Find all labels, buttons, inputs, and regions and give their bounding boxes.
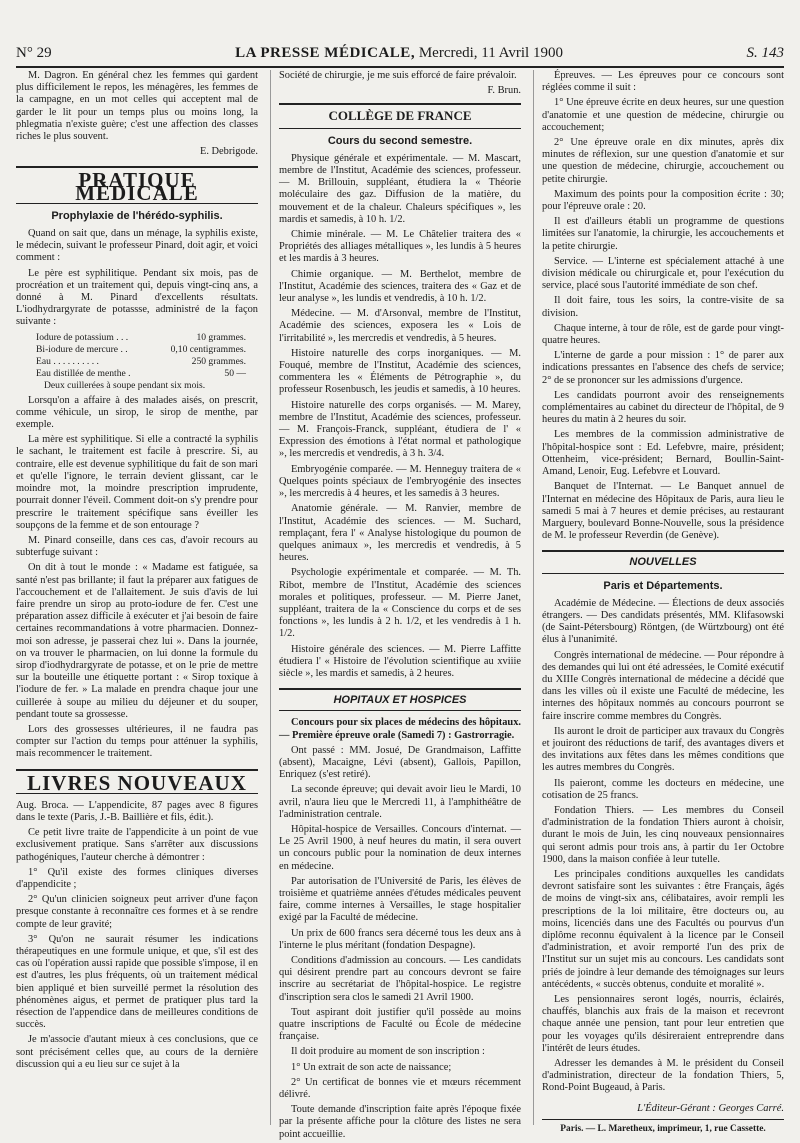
course-entry: Histoire naturelle des corps organisés. — M. Marey, membre de l'Institut, Académie des sciences, professeur. — M. François-Franck, suppléant, étudiera de l' « Expression des émotions à l'état normal et pathologique », les mercredis et vendredis, à 3 h. 3/4.: [279, 399, 521, 460]
news-item: Ils paieront, comme les docteurs en médecine, une cotisation de 25 francs.: [542, 777, 784, 801]
section-title-nouvelles: NOUVELLES: [542, 550, 784, 573]
section-title-pratique: PRATIQUE MÉDICALE: [16, 166, 258, 203]
news-item: Les pensionnaires seront logés, nourris, éclairés, chauffés, blanchis aux frais de la maison et recevront chaque année une pension, tant pour leur entretien que pour les voyages qu'ils désireraient entreprendre dans l'intérêt de leurs études.: [542, 994, 784, 1054]
article-text: La seconde épreuve; qui devait avoir lieu le Mardi, 10 avril, n'aura lieu que le Mercredi 11, à l'amphithéâtre de l'administration centrale.: [279, 784, 521, 820]
news-item: Congrès international de médecine. — Pour répondre à des demandes qui lui ont été adressées, le Comité exécutif du XIIIe Congrès international de médecine a décidé que dans les villes où il existe une Faculté de médecine, les internes des hôpitaux nommés au concours pourront se faire inscrire comme membres du Congrès.: [542, 649, 784, 722]
article-text: Il est d'ailleurs établi un programme de questions limitées sur l'anatomie, la chirurgie, les accouchements et la petite chirurgie.: [542, 216, 784, 252]
news-item: Académie de Médecine. — Élections de deux associés étrangers. — Des candidats présentés, MM. Klifasowski (de Saint-Pétersbourg) Röntgen, (de Würtzbourg) ont été élus à l'unanimité.: [542, 597, 784, 646]
issue-date: Mercredi, 11 Avril 1900: [418, 44, 563, 61]
masthead: [235, 45, 563, 62]
page-header: [16, 40, 784, 68]
article-text: Le père est syphilitique. Pendant six mois, pas de procréation et un traitement qui, depuis vingt-cinq ans, a donné à M. Pinard d'excellents résultats. L'iodhydrargyrate de potassse, administré de la façon suivante :: [16, 267, 258, 328]
article-text: On dit à tout le monde : « Madame est fatiguée, sa santé n'est pas brillante; il faut la préparer aux fatigues de l'accouchement et de l'allaitement. Je suis d'avis de lui faire prendre un sirop au proto-iodure de fer. C'est une préparation assez difficile à exécuter et j'ai besoin de faire certaines recommandations à votre pharmacien. Donnez-moi son adresse, je passerai chez lui ». Dans la journée, on va trouver le pharmacien, on lui donne la formule du sirop d'iodhydrargyrate de potasse, et on le prie de mettre sur la bouteille une étiquette portant : « Sirop toxique à l'iodure de fer. » La malade en prendra chaque jour une cuillerée à soupe au milieu du déjeuner et du souper, pendant toute sa grossesse.: [16, 562, 258, 720]
section-title-hopitaux: HOPITAUX ET HOSPICES: [279, 688, 521, 711]
prescription-line: Eau distillée de menthe . 50 —: [36, 368, 246, 380]
news-item: Les principales conditions auxquelles les candidats devront satisfaire sont les suivantes : être Français, âgés de moins de vingt-six ans, célibataires, avoir rempli les prescriptions de la loi militaire, être docteurs ou, au moins, licenciés dans une des Facultés ou pourvus d'un diplôme reconnu équivalent à la licence par le Conseil d'administration, et avoir remporté l'un des prix de l'Institut sur un sujet mis au concours. Les candidats sont priés de joindre à leur demande des témoignages sur leurs antécédents, « succès obtenus, conduite et moralité ».: [542, 868, 784, 990]
article-text: Service. — L'interne est spécialement attaché à une division médicale ou chirurgicale et, pour l'exécution du service, placé sous l'autorité immédiate de son chef.: [542, 255, 784, 292]
article-text: Lorsqu'on a affaire à des malades aisés, on prescrit, comme véhicule, un sirop, le sirop de menthe, par exemple.: [16, 394, 258, 431]
article-text: Épreuves. — Les épreuves pour ce concours sont réglées comme il suit :: [542, 70, 784, 94]
journal-title: LA PRESSE MÉDICALE,: [235, 44, 416, 61]
article-text: 1° Un extrait de son acte de naissance;: [291, 1061, 452, 1073]
article-text: Quand on sait que, dans un ménage, la syphilis existe, le médecin, suivant le professeur Pinard, doit agir, et voici comment :: [16, 228, 258, 264]
book-lead: Aug. Broca. — L'appendicite, 87 pages avec 8 figures dans le texte (Paris, J.-B. Baillière et fils, édit.).: [16, 799, 258, 823]
columns: [16, 70, 784, 1140]
article-text: Ce petit livre traite de l'appendicite à un point de vue exclusivement pratique. Sans s'arrêter aux discussions pathogéniques, l'auteur cherche à démontrer :: [16, 827, 258, 863]
article-text: Je m'associe d'autant mieux à ces conclusions, que ce sont précisément celles que, au cours de la dernière discussion qui a eu lieu sur ce sujet à la: [16, 1034, 258, 1070]
article-text: 2° Une épreuve orale en dix minutes, après dix minutes de réflexion, sur une question d'anatomie et sur une question de médecine, chirurgie, accouchement ou petite chirurgie.: [542, 137, 784, 185]
article-text: Conditions d'admission au concours. — Les candidats qui désirent prendre part au concours devront se faire inscrire au secrétariat de l'hôpital-hospice. Le registre d'inscription sera clos le samedi 21 Avril 1900.: [279, 955, 521, 1003]
course-entry: Chimie minérale. — M. Le Châtelier traitera des « Propriétés des alliages métalliques », les lundis à 5 heures et les mardis à 3 heures.: [279, 229, 521, 265]
course-entry: Médecine. — M. d'Arsonval, membre de l'Institut, Académie des sciences, exposera les « Lois de l'irritabilité », les mercredis et vendredis, à 5 heures.: [279, 308, 521, 344]
prescription-line: Bi-iodure de mercure . . 0,10 centigrammes.: [36, 343, 246, 355]
article-text: Il doit faire, tous les soirs, la contre-visite de sa division.: [542, 295, 784, 319]
article-text: Maximum des points pour la composition écrite : 30; pour l'épreuve orale : 20.: [542, 188, 784, 213]
column-2: [270, 70, 521, 1140]
editor-signature: L'Éditeur-Gérant : Georges Carré.: [637, 1102, 784, 1114]
prescription-line: Eau . . . . . . . . . . 250 grammes.: [36, 356, 246, 368]
prescription: [36, 332, 258, 393]
nouvelles-subtitle: Paris et Départements.: [603, 579, 723, 592]
news-item: Ils auront le droit de participer aux travaux du Congrès et jouiront des réductions de tarif, des avantages divers et des invitations aux fêtes dans les mêmes conditions que les autres membres du Congrès.: [542, 725, 784, 774]
news-item: Adresser les demandes à M. le président du Conseil d'administration, directeur de la fondation Thiers, 5, Rond-Point Bugeaud, à Paris.: [542, 1058, 784, 1094]
article-text: M. Pinard conseille, dans ces cas, d'avoir recours au subterfuge suivant :: [16, 534, 258, 559]
course-entry: Physique générale et expérimentale. — M. Mascart, membre de l'Institut, Académie des sciences, professeur. — M. Brillouin, suppléant, étudiera la « Théorie moléculaire des gaz. Diffusion de la matière, du mouvement et de la chaleur. Chaleurs spécifiques », les mardis et samedis, à 10 h. 1/2.: [279, 152, 521, 225]
article-text: Société de chirurgie, je me suis efforcé de faire prévaloir.: [279, 70, 517, 81]
news-item: Fondation Thiers. — Les membres du Conseil d'administration de la fondation Thiers auront à choisir, durant le mois de Juin, les cinq nouveaux pensionnaires qui seront admis pour trois ans, à partir du 1er Octobre 1900, dans la maison confiée à leur tutelle.: [542, 804, 784, 865]
section-title-livres: LIVRES NOUVEAUX: [16, 769, 258, 794]
column-1: [16, 70, 258, 1125]
printer-line: Paris. — L. Maretheux, imprimeur, 1, rue Cassette.: [542, 1119, 784, 1135]
article-text: M. Dagron. En général chez les femmes qui gardent plus difficilement le repos, les ménagères, les femmes de la campagne, en un mot celles qui acceptent mal de garder le lit pour un temps plus ou moins long, la phlegmatia n'existe guère; c'est une affection des classes riches le plus souvent.: [16, 70, 258, 143]
article-text: L'interne de garde a pour mission : 1° de parer aux indications pressantes en l'absence des chefs de service; 2° de se prononcer sur les admissions d'urgence.: [542, 350, 784, 386]
article-text: Ont passé : MM. Josué, De Grandmaison, Laffitte (absent), Macaigne, Lévi (absent), Gallois, Papillon, Enriquez (s'est retiré).: [279, 744, 521, 781]
article-text: 2° Un certificat de bonnes vie et mœurs récemment délivré.: [279, 1076, 521, 1101]
article-text: Toute demande d'inscription faite après l'époque fixée par la présente affiche pour la clôture des listes ne sera point accueillie.: [279, 1104, 521, 1140]
course-entry: Embryogénie comparée. — M. Henneguy traitera de « Quelques points spéciaux de l'embryogénie des insectes », les mercredis à 4 heures, et les samedis à 3 heures.: [279, 463, 521, 500]
article-text: Concours pour six places de médecins des hôpitaux. — Première épreuve orale (Samedi 7) : Gastrorragie.: [279, 717, 521, 741]
course-entry: Chimie organique. — M. Berthelot, membre de l'Institut, Académie des sciences, traitera des « Gaz et de leur analyse », les lundis et vendredis, à 10 h. 1/2.: [279, 268, 521, 305]
article-text: 3° Qu'on ne saurait résumer les indications thérapeutiques en une formule unique, et que, s'il est des cas où l'opération aussi rapide que possible s'impose, il en est d'autres, les plus fréquents, où un traitement médical bien appliqué et bien surveillé permet la résolution des phénomènes aigus, et permet de pratiquer plus tard la résection de l'appendice dans de meilleures conditions de succès.: [16, 933, 258, 1031]
course-entry: Anatomie générale. — M. Ranvier, membre de l'Institut, Académie des sciences. — M. Suchard, remplaçant, fera l' « Analyse histologique du poumon de quelques animaux », les mercredis et vendredis, à 5 heures.: [279, 503, 521, 564]
course-entry: Histoire naturelle des corps inorganiques. — M. Fouqué, membre de l'Institut, Académie des sciences, commentera les « Éléments de Pétrographie », du professeur Rosenbusch, les jeudis et samedis, à 10 heures.: [279, 347, 521, 396]
article-text: Hôpital-hospice de Versailles. Concours d'internat. — Le 25 Avril 1900, à neuf heures du matin, il sera ouvert un concours public pour la nomination de deux internes en médecine.: [279, 823, 521, 872]
article-subtitle: Prophylaxie de l'hérédo-syphilis.: [51, 209, 223, 222]
article-text: Il doit produire au moment de son inscription :: [291, 1046, 485, 1058]
page-number: S. 143: [746, 44, 784, 61]
column-3: [533, 70, 784, 1134]
college-subtitle: Cours du second semestre.: [327, 134, 473, 147]
section-title-college: COLLÈGE DE FRANCE: [279, 103, 521, 128]
prescription-note: Deux cuillerées à soupe pendant six mois.: [44, 380, 206, 392]
article-text: Banquet de l'Internat. — Le Banquet annuel de l'Internat en médecine des Hôpitaux de Paris, aura lieu le samedi 5 mai à 7 heures et demie précises, au restaurant Marguery, boulevard Bonne-Nouvelle, sous la présidence de M. le professeur Reverdin (de Genève).: [542, 481, 784, 542]
article-text: 1° Une épreuve écrite en deux heures, sur une question d'anatomie et une question de médecine, chirurgie ou accouchement;: [542, 97, 784, 133]
article-text: La mère est syphilitique. Si elle a contracté la syphilis le sachant, le traitement est facile à prescrire. Si, au contraire, elle est devenue syphilitique du fait de son mari et qu'elle l'ignore, le terrain devient glissant, car le moindre mot, la moindre prescription imprudente, pourrait donner l'éveil. Comment doit-on s'y prendre pour prescrire le traitement spécifique sans éveiller les soupçons de la femme et de son entourage ?: [16, 434, 258, 531]
course-entry: Histoire générale des sciences. — M. Pierre Laffitte étudiera l' « Histoire de l'évolution scientifique au xviiie siècle », les mardis et samedis, à 2 heures.: [279, 643, 521, 679]
article-text: Les candidats pourront avoir des renseignements complémentaires au cabinet du directeur de l'hôpital, de 9 heures du matin à 2 heures du soir.: [542, 389, 784, 426]
article-text: Les membres de la commission administrative de l'hôpital-hospice sont : Ed. Lefebvre, maire, président; Ottenheim, vice-président; Bernard, Boullin-Saint-Amand, Lenoir, Eug. Lefebvre et Louvard.: [542, 429, 784, 478]
prescription-line: Iodure de potassium . . . 10 grammes.: [36, 331, 246, 343]
article-text: 2° Qu'un clinicien soigneux peut arriver d'une façon presque constante à reconnaître ces formes et à se rendre compte de leur gravité;: [16, 894, 258, 930]
article-text: Lors des grossesses ultérieures, il ne faudra pas compter sur l'action du temps pour atténuer la syphilis, mais recommencer le traitement.: [16, 723, 258, 760]
article-text: Tout aspirant doit justifier qu'il possède au moins quatre inscriptions de Faculté ou École de médecine française.: [279, 1006, 521, 1043]
author-signature: F. Brun.: [487, 85, 521, 97]
author-signature: E. Debrigode.: [200, 146, 258, 158]
article-text: Chaque interne, à tour de rôle, est de garde pour vingt-quatre heures.: [542, 322, 784, 347]
article-text: Par autorisation de l'Université de Paris, les élèves de troisième et quatrième années d'études médicales peuvent faire, comme internes à Versailles, le stage hospitalier exigé par la Faculté de médecine.: [279, 875, 521, 924]
article-text: 1° Qu'il existe des formes cliniques diverses d'appendicite ;: [16, 866, 258, 890]
course-entry: Psychologie expérimentale et comparée. — M. Th. Ribot, membre de l'Institut, Académie des sciences morales et politiques, professeur. — M. Pierre Janet, suppléant, traitera de la « Conscience du corps et de ses fonctions », les lundis à 2 h. 1/2, et les vendredis à 1 h. 1/2.: [279, 567, 521, 640]
issue-number: N° 29: [16, 44, 52, 61]
article-text: Un prix de 600 francs sera décerné tous les deux ans à l'interne le plus méritant (fondation Despagne).: [279, 927, 521, 951]
